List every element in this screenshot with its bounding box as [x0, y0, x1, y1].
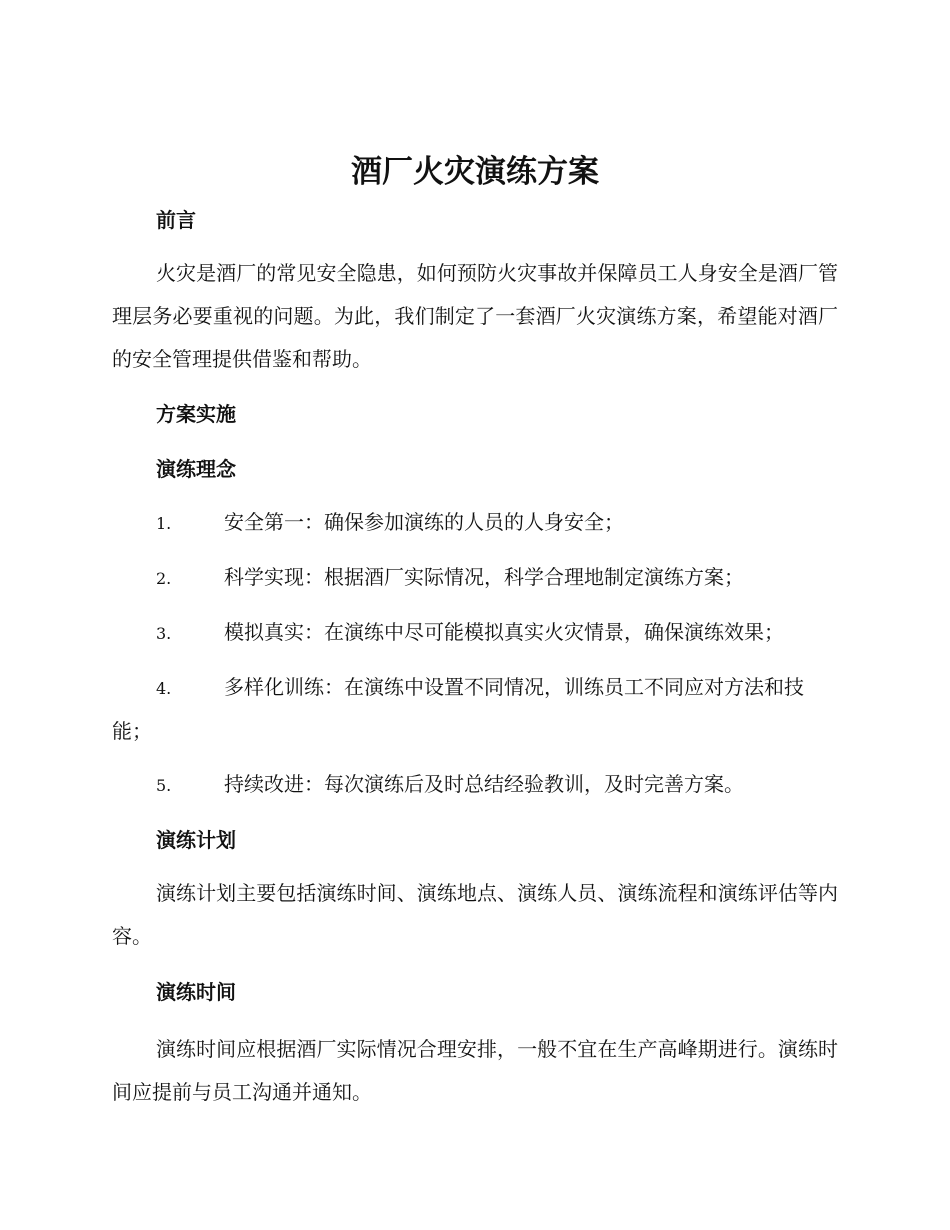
paragraph-time: 演练时间应根据酒厂实际情况合理安排，一般不宜在生产高峰期进行。演练时间应提前与员工沟通并通知。 — [112, 1037, 838, 1104]
list-item-text: 持续改进：每次演练后及时总结经验教训，及时完善方案。 — [224, 772, 744, 796]
heading-concept: 演练理念 — [156, 457, 236, 481]
list-item-number: 1. — [156, 514, 172, 533]
list-item — [112, 556, 838, 600]
paragraph-plan: 演练计划主要包括演练时间、演练地点、演练人员、演练流程和演练评估等内容。 — [112, 881, 838, 948]
list-item-text: 多样化训练：在演练中设置不同情况，训练员工不同应对方法和技能； — [112, 675, 804, 743]
list-item — [112, 611, 838, 655]
list-item-number: 2. — [156, 569, 172, 588]
list-item-text: 科学实现：根据酒厂实际情况，科学合理地制定演练方案； — [224, 565, 744, 589]
list-item-number: 3. — [156, 624, 172, 643]
document-title: 酒厂火灾演练方案 — [351, 154, 599, 190]
heading-plan: 演练计划 — [156, 828, 236, 852]
list-item-number: 4. — [156, 679, 172, 698]
list-item — [112, 763, 838, 807]
list-item — [112, 666, 838, 753]
list-item-number: 5. — [156, 776, 172, 795]
list-item — [112, 501, 838, 545]
heading-preface: 前言 — [156, 208, 196, 232]
heading-implementation: 方案实施 — [156, 402, 236, 426]
list-item-text: 安全第一：确保参加演练的人员的人身安全； — [224, 510, 624, 534]
paragraph-preface: 火灾是酒厂的常见安全隐患，如何预防火灾事故并保障员工人身安全是酒厂管理层务必要重视的问题。为此，我们制定了一套酒厂火灾演练方案，希望能对酒厂的安全管理提供借鉴和帮助。 — [112, 261, 838, 371]
list-item-text: 模拟真实：在演练中尽可能模拟真实火灾情景，确保演练效果； — [224, 620, 784, 644]
heading-time: 演练时间 — [156, 980, 236, 1004]
